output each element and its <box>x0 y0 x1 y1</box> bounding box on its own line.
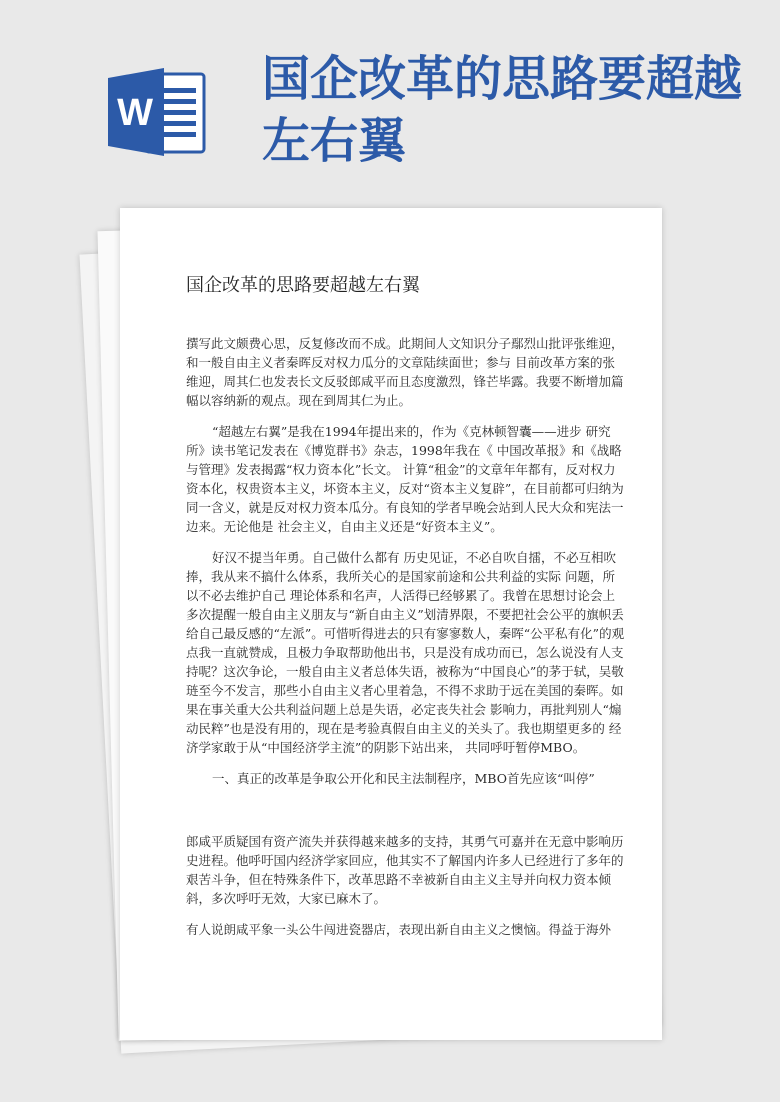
word-document-icon <box>108 66 208 158</box>
document-body <box>186 272 626 951</box>
paragraph-4: 郎咸平质疑国有资产流失并获得越来越多的支持，其勇气可嘉并在无意中影响历史进程。他呼吁国内经济学家回应，他其实不了解国内许多人已经进行了多年的艰苦斗争，但在特殊条件下，改革思路不幸被新自由主义主导并向权力资本倾斜，多次呼吁无效，大家已麻木了。 <box>186 834 624 906</box>
paragraph-1: 撰写此文颇费心思，反复修改而不成。此期间人文知识分子鄢烈山批评张维迎，和一般自由主义者秦晖反对权力瓜分的文章陆续面世；参与 目前改革方案的张维迎，周其仁也发表长文反驳郎咸平而且态度激烈，锋芒毕露。我要不断增加篇幅以容纳新的观点。现在到周其仁为止。 <box>186 336 624 408</box>
header <box>0 0 780 200</box>
page-title: 国企改革的思路要超越左右翼 <box>262 51 743 169</box>
word-logo-letter: W <box>117 92 153 134</box>
paragraph-2: “超越左右翼”是我在1994年提出来的，作为《克林顿智囊——进步 研究所》读书笔记发表在《博览群书》杂志，1998年我在《 中国改革报》和《战略与管理》发表揭露“权力资本化”长文。 计算“租金”的文章年年都有，反对权力资本化，权贵资本主义，坏资本主义，反对“资本主义复辟”，在目前都可归纳为同一含义，就是反对权力资本瓜分。有良知的学者早晚会站到人民大众和宪法一边来。无论他是 社会主义，自由主义还是“好资本主义”。 <box>186 424 624 534</box>
document-title: 国企改革的思路要超越左右翼 <box>186 275 420 296</box>
paragraph-5: 有人说朗咸平象一头公牛闯进瓷器店，表现出新自由主义之懊恼。得益于海外 <box>186 922 612 937</box>
section-heading: 一、真正的改革是争取公开化和民主法制程序，MBO首先应该“叫停” <box>212 771 595 786</box>
paragraph-3: 好汉不提当年勇。自己做什么都有 历史见证，不必自吹自擂，不必互相吹捧，我从来不搞什么体系，我所关心的是国家前途和公共利益的实际 问题，所以不必去维护自己 理论体系和名声，人活得已经够累了。我曾在思想讨论会上多次提醒一般自由主义朋友与“新自由主义”划清界限，不要把社会公平的旗帜丢给自己最反感的“左派”。可惜听得进去的只有寥寥数人，秦晖“公平私有化”的观点我一直就赞成，且极力争取帮助他出书，只是没有成功而已，怎么说没有人支持呢？这次争论，一般自由主义者总体失语，被称为“中国良心”的茅于轼，吴敬琏至今不发言，那些小自由主义者心里着急，不得不求助于远在美国的秦晖。如果在事关重大公共利益问题上总是失语，必定丧失社会 影响力，再批判别人“煽动民粹”也是没有用的，现在是考验真假自由主义的关头了。我也期望更多的 经济学家敢于从“中国经济学主流”的阴影下站出来， 共同呼吁暂停MBO。 <box>186 550 625 755</box>
